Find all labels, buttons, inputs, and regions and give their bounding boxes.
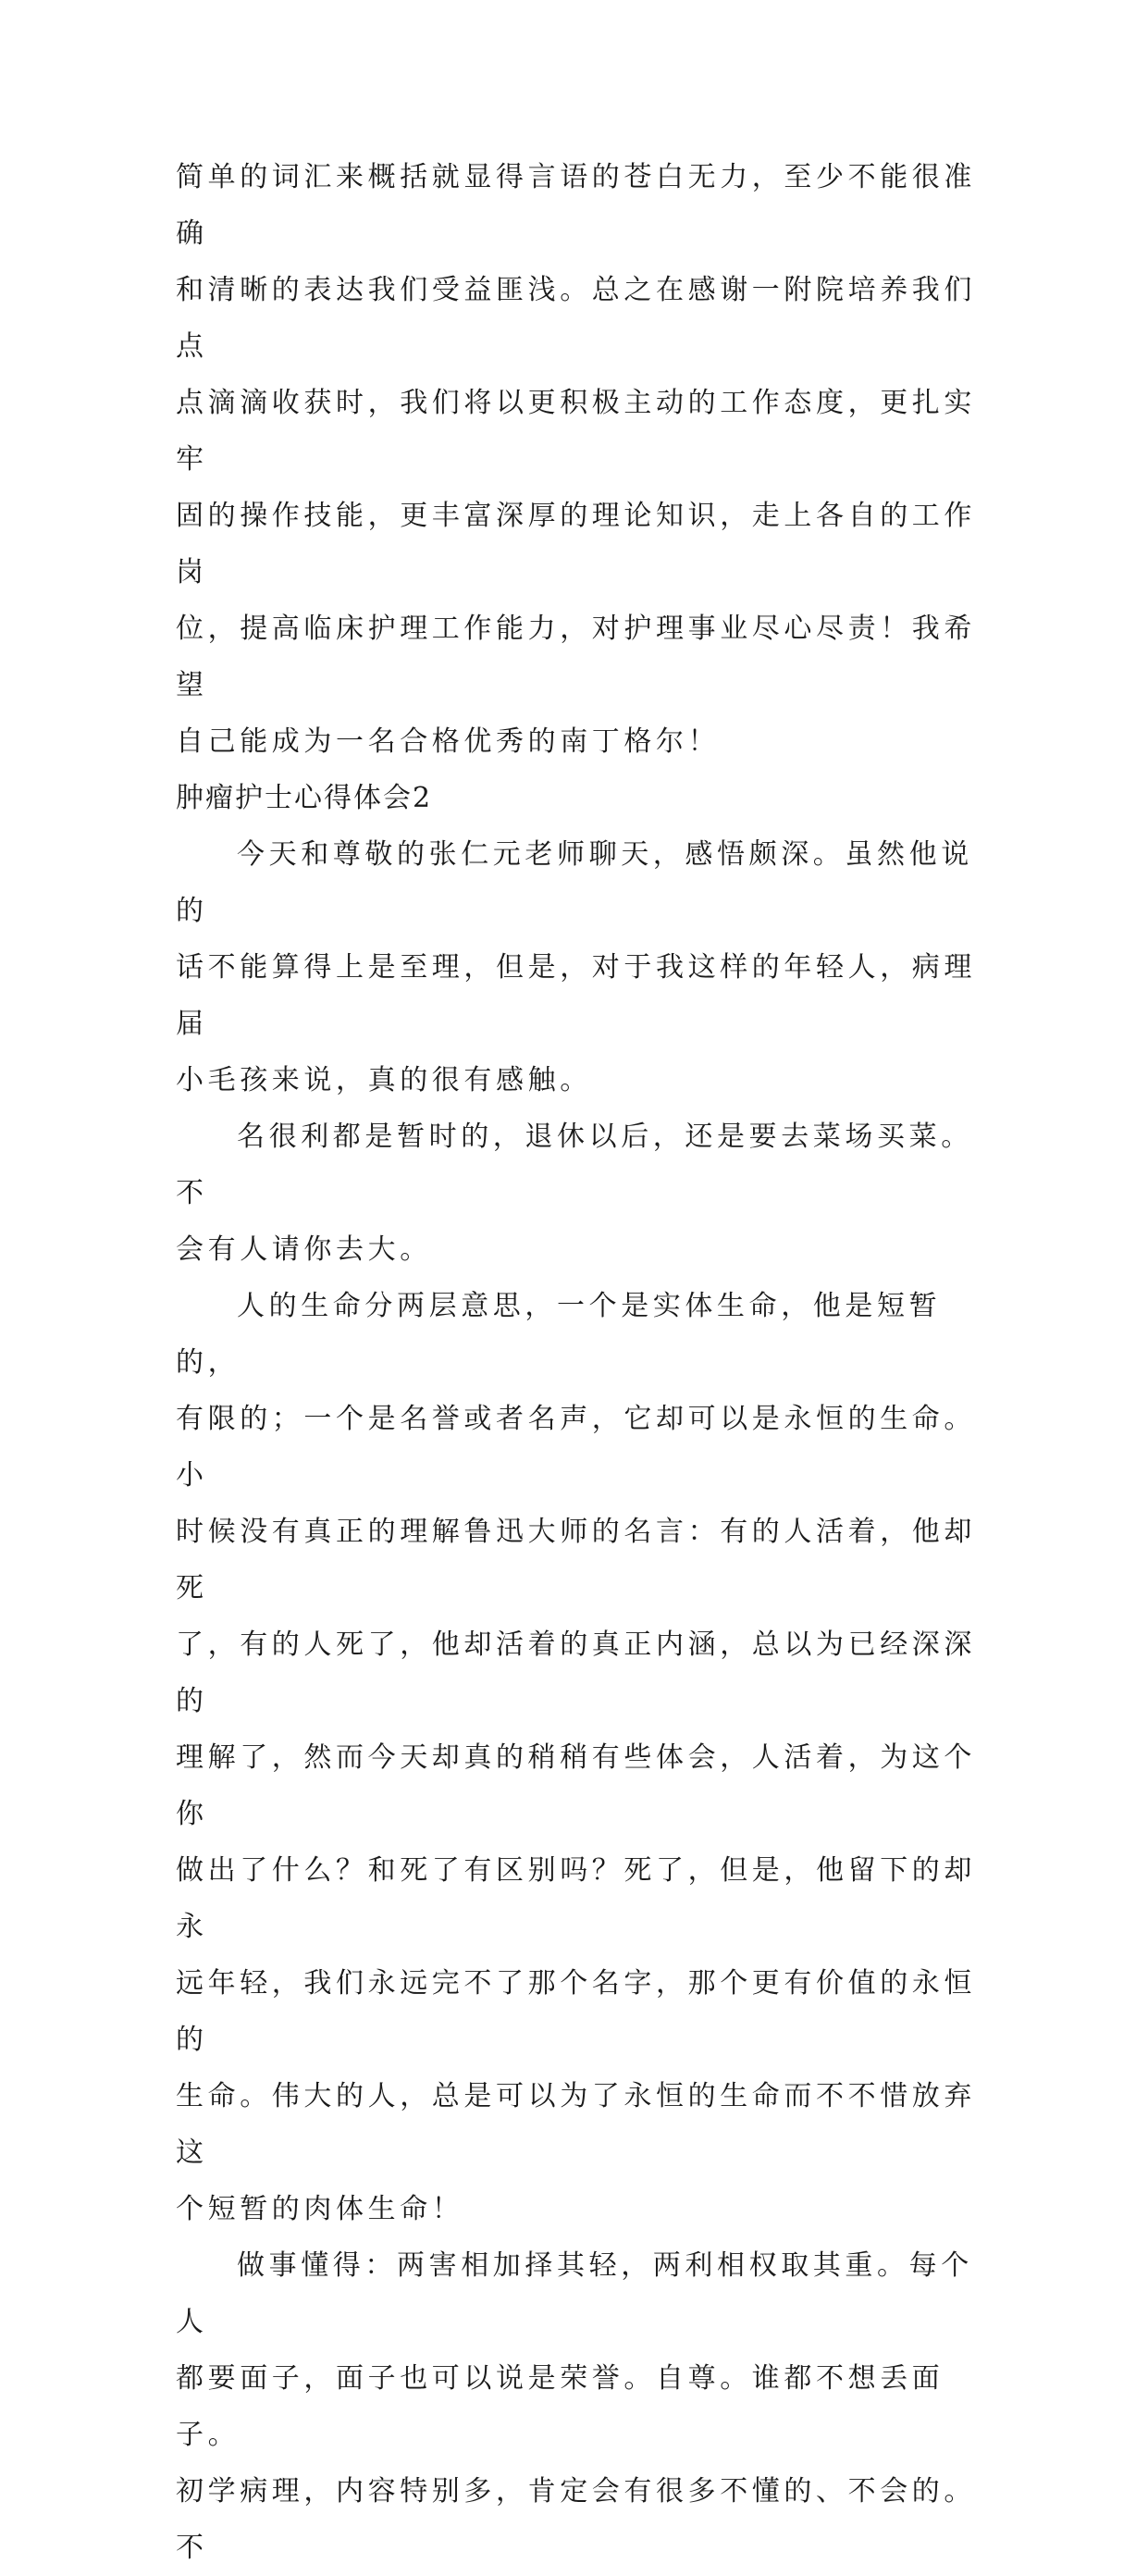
text-line: 都要面子，面子也可以说是荣誉。自尊。谁都不想丢面子。 [176,2362,944,2451]
text-line: 了，有的人死了，他却活着的真正内涵，总以为已经深深的 [176,1629,976,1717]
text-line: 理解了，然而今天却真的稍稍有些体会，人活着，为这个你 [176,1741,976,1830]
paragraph-intro-continuation [176,149,990,770]
text-line: 点滴滴收获时，我们将以更积极主动的工作态度，更扎实牢 [176,387,976,476]
text-line: 远年轻，我们永远完不了那个名字，那个更有价值的永恒的 [176,1967,976,2056]
text-line: 初学病理，内容特别多，肯定会有很多不懂的、不会的。不 [176,2475,976,2564]
paragraph-3 [176,1278,990,2237]
text-line: 位，提高临床护理工作能力，对护理事业尽心尽责！我希望 [176,613,976,701]
text-line: 今天和尊敬的张仁元老师聊天，感悟颇深。虽然他说的 [176,838,973,927]
paragraph-4 [176,2237,990,2576]
document-body [176,149,990,2576]
heading-text: 肿瘤护士心得体会2 [176,782,433,814]
text-line: 有限的；一个是名誉或者名声，它却可以是永恒的生命。小 [176,1403,976,1492]
text-line: 固的操作技能，更丰富深厚的理论知识，走上各自的工作岗 [176,500,976,588]
text-line: 做出了什么？和死了有区别吗？死了，但是，他留下的却永 [176,1854,976,1943]
text-line: 会有人请你去大。 [176,1233,432,1266]
text-line: 自己能成为一名合格优秀的南丁格尔！ [176,725,721,758]
text-line: 人的生命分两层意思，一个是实体生命，他是短暂的， [176,1290,942,1379]
text-line: 话不能算得上是至理，但是，对于我这样的年轻人，病理届 [176,951,976,1040]
text-line: 个短暂的肉体生命！ [176,2193,464,2225]
paragraph-2 [176,1108,990,1278]
text-line: 和清晰的表达我们受益匪浅。总之在感谢一附院培养我们点 [176,274,976,363]
text-line: 时候没有真正的理解鲁迅大师的名言：有的人活着，他却死 [176,1516,976,1604]
section-heading [176,770,990,826]
text-line: 名很利都是暂时的，退休以后，还是要去菜场买菜。不 [176,1121,973,1209]
text-line: 生命。伟大的人，总是可以为了永恒的生命而不不惜放弃这 [176,2080,976,2169]
text-line: 小毛孩来说，真的很有感触。 [176,1064,592,1096]
paragraph-1 [176,826,990,1108]
text-line: 简单的词汇来概括就显得言语的苍白无力，至少不能很准确 [176,161,976,250]
text-line: 做事懂得：两害相加择其轻，两利相权取其重。每个人 [176,2249,973,2338]
